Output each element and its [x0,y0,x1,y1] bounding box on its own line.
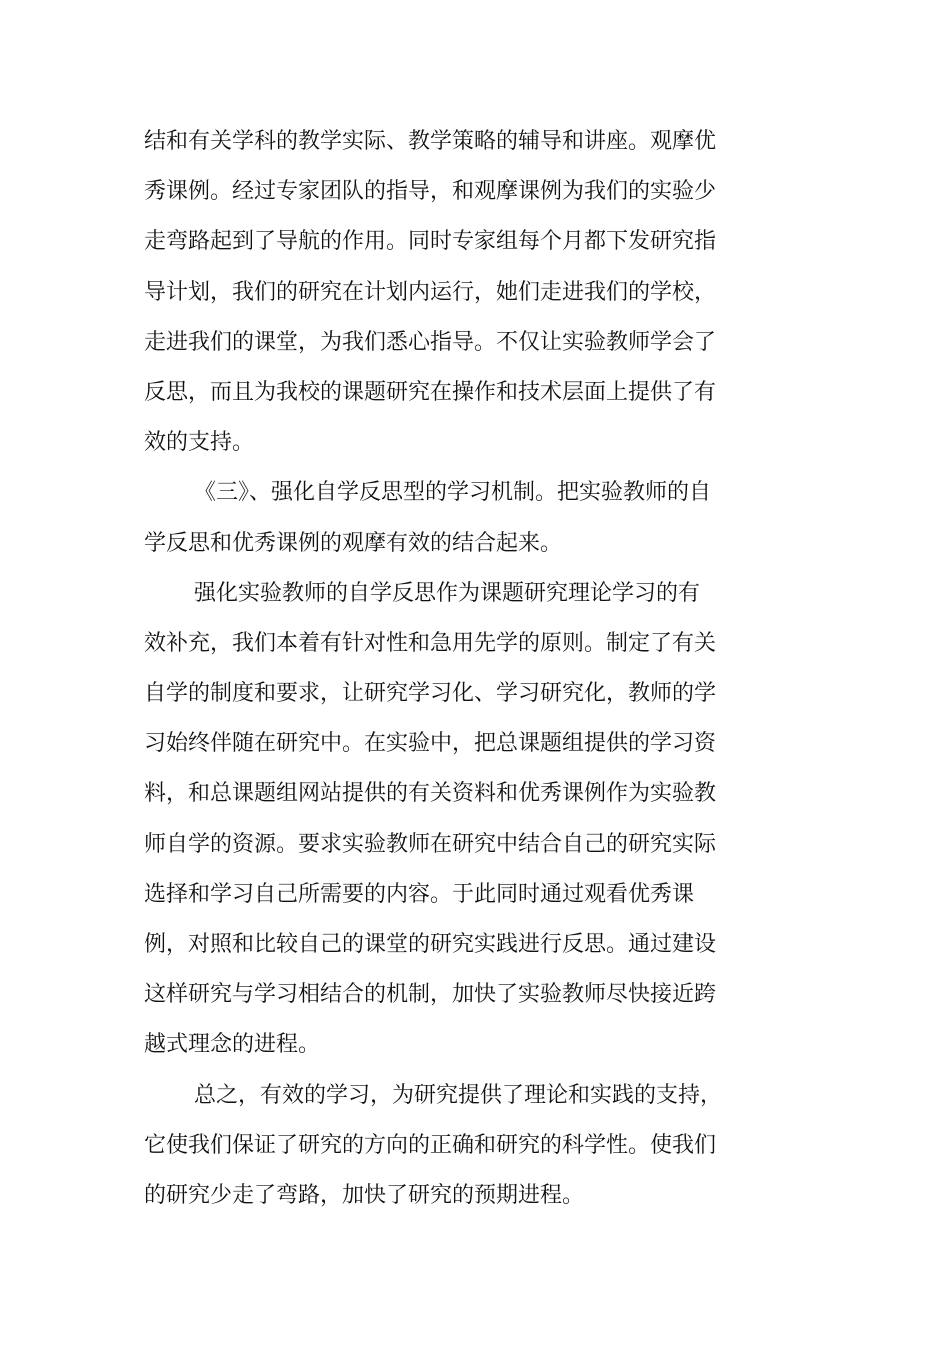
text-line: 强化实验教师的自学反思作为课题研究理论学习的有 [194,580,701,606]
text-line: 走进我们的课堂，为我们悉心指导。不仅让实验教师学会了 [144,329,717,355]
text-line: 师自学的资源。要求实验教师在研究中结合自己的研究实际 [144,831,717,857]
text-line: 效补充，我们本着有针对性和急用先学的原则。制定了有关 [144,630,717,656]
paragraph-section-heading [144,468,740,568]
text-line: 它使我们保证了研究的方向的正确和研究的科学性。使我们 [144,1132,717,1158]
text-line: 选择和学习自己所需要的内容。于此同时通过观看优秀课 [144,881,695,907]
text-line: 越式理念的进程。 [144,1032,321,1058]
text-line: 总之，有效的学习，为研究提供了理论和实践的支持， [194,1082,723,1108]
text-line: 走弯路起到了导航的作用。同时专家组每个月都下发研究指 [144,229,717,255]
paragraph-continuation [144,117,740,468]
text-line: 反思，而且为我校的课题研究在操作和技术层面上提供了有 [144,379,717,405]
text-line: 《三》、强化自学反思型的学习机制。把实验教师的自 [194,480,712,506]
paragraph-conclusion [144,1071,740,1222]
text-line: 习始终伴随在研究中。在实验中，把总课题组提供的学习资 [144,731,717,757]
paragraph-body [144,569,740,1071]
text-line: 的研究少走了弯路，加快了研究的预期进程。 [144,1182,585,1208]
text-line: 料，和总课题组网站提供的有关资料和优秀课例作为实验教 [144,781,717,807]
text-line: 例，对照和比较自己的课堂的研究实践进行反思。通过建设 [144,932,717,957]
text-line: 结和有关学科的教学实际、教学策略的辅导和讲座。观摩优 [144,129,717,154]
text-line: 学反思和优秀课例的观摩有效的结合起来。 [144,530,563,556]
text-line: 自学的制度和要求，让研究学习化、学习研究化，教师的学 [144,681,717,707]
text-line: 导计划，我们的研究在计划内运行，她们走进我们的学校， [144,279,717,305]
text-line: 效的支持。 [144,430,255,456]
body-text [144,117,740,1221]
text-line: 秀课例。经过专家团队的指导，和观摩课例为我们的实验少 [144,179,717,205]
text-line: 这样研究与学习相结合的机制，加快了实验教师尽快接近跨 [144,982,717,1008]
